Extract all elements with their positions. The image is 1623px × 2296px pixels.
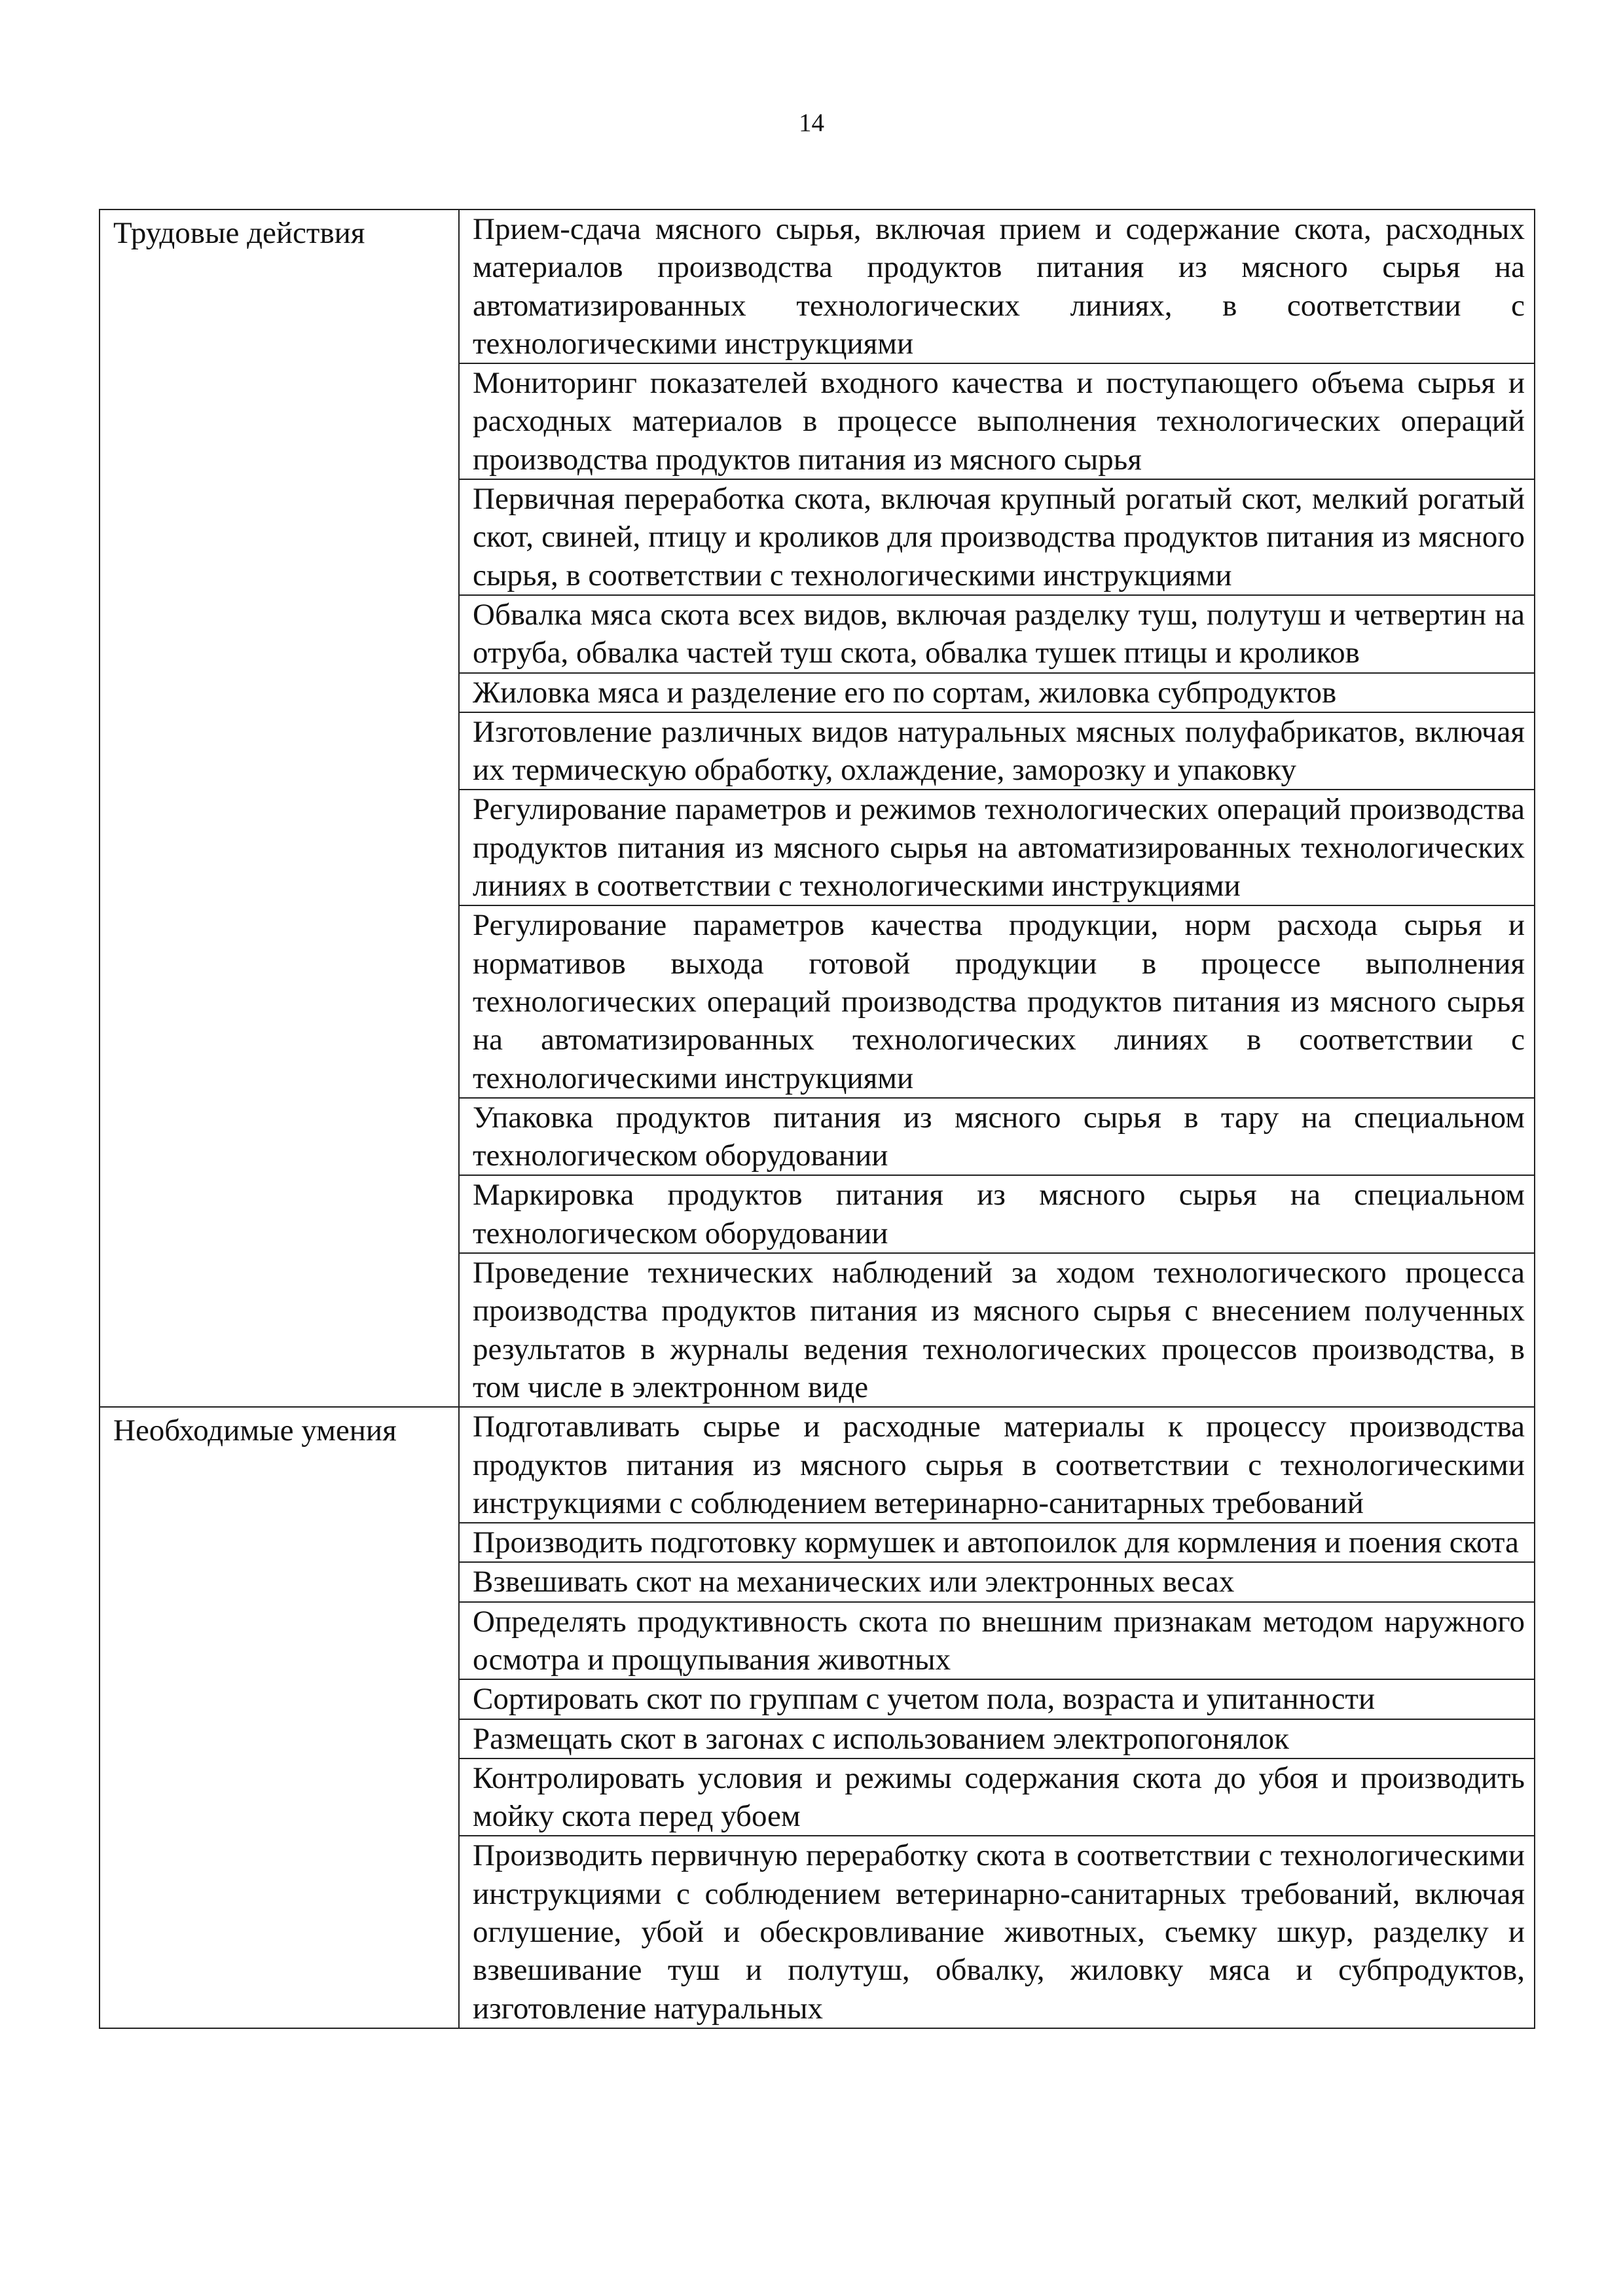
table-cell: Контролировать условия и режимы содержания скота до убоя и производить мойку скота перед убоем (459, 1758, 1535, 1836)
table-cell: Мониторинг показателей входного качества и поступающего объема сырья и расходных материалов в процессе выполнения технологических операций производства продуктов питания из мясного сырья (459, 363, 1535, 479)
section-label: Необходимые умения (100, 1407, 459, 2028)
section-label: Трудовые действия (100, 210, 459, 1407)
table-cell: Изготовление различных видов натуральных мясных полуфабрикатов, включая их термическую обработку, охлаждение, заморозку и упаковку (459, 712, 1535, 790)
table-cell: Взвешивать скот на механических или электронных весах (459, 1562, 1535, 1601)
table-cell: Первичная переработка скота, включая крупный рогатый скот, мелкий рогатый скот, свиней, птицу и кроликов для производства продуктов питания из мясного сырья, в соответствии с технологическими инструкциями (459, 479, 1535, 595)
table-cell: Проведение технических наблюдений за ходом технологического процесса производства продуктов питания из мясного сырья с внесением полученных результатов в журналы ведения технологических процессов производства, в том числе в электронном виде (459, 1253, 1535, 1407)
table-cell: Размещать скот в загонах с использованием электропогонялок (459, 1719, 1535, 1758)
requirements-table (99, 209, 1535, 2029)
table-row (100, 210, 1535, 363)
table-row (100, 1407, 1535, 1523)
table-cell: Маркировка продуктов питания из мясного сырья на специальном технологическом оборудовании (459, 1175, 1535, 1253)
table-cell: Производить первичную переработку скота в соответствии с технологическими инструкциями с соблюдением ветеринарно-санитарных требований, включая оглушение, убой и обескровливание животных, съемку шкур, разделку и взвешивание туш и полутуш, обвалку, жиловку мяса и субпродуктов, изготовление натуральных (459, 1836, 1535, 2028)
table-cell: Упаковка продуктов питания из мясного сырья в тару на специальном технологическом оборудовании (459, 1098, 1535, 1176)
table-cell: Подготавливать сырье и расходные материалы к процессу производства продуктов питания из мясного сырья в соответствии с технологическими инструкциями с соблюдением ветеринарно-санитарных требований (459, 1407, 1535, 1523)
table-cell: Производить подготовку кормушек и автопоилок для кормления и поения скота (459, 1523, 1535, 1562)
page-number: 14 (799, 109, 824, 137)
table-cell: Регулирование параметров качества продукции, норм расхода сырья и нормативов выхода готовой продукции в процессе выполнения технологических операций производства продуктов питания из мясного сырья на автоматизированных технологических линиях в соответствии с технологическими инструкциями (459, 905, 1535, 1097)
table-cell: Сортировать скот по группам с учетом пола, возраста и упитанности (459, 1679, 1535, 1719)
table-cell: Регулирование параметров и режимов технологических операций производства продуктов питания из мясного сырья на автоматизированных технологических линиях в соответствии с технологическими инструкциями (459, 790, 1535, 905)
table-cell: Жиловка мяса и разделение его по сортам, жиловка субпродуктов (459, 673, 1535, 712)
table-cell: Прием-сдача мясного сырья, включая прием и содержание скота, расходных материалов производства продуктов питания из мясного сырья на автоматизированных технологических линиях, в соответствии с технологическими инструкциями (459, 210, 1535, 363)
table-cell: Определять продуктивность скота по внешним признакам методом наружного осмотра и прощупывания животных (459, 1602, 1535, 1680)
table-cell: Обвалка мяса скота всех видов, включая разделку туш, полутуш и четвертин на отруба, обвалка частей туш скота, обвалка тушек птицы и кроликов (459, 595, 1535, 673)
